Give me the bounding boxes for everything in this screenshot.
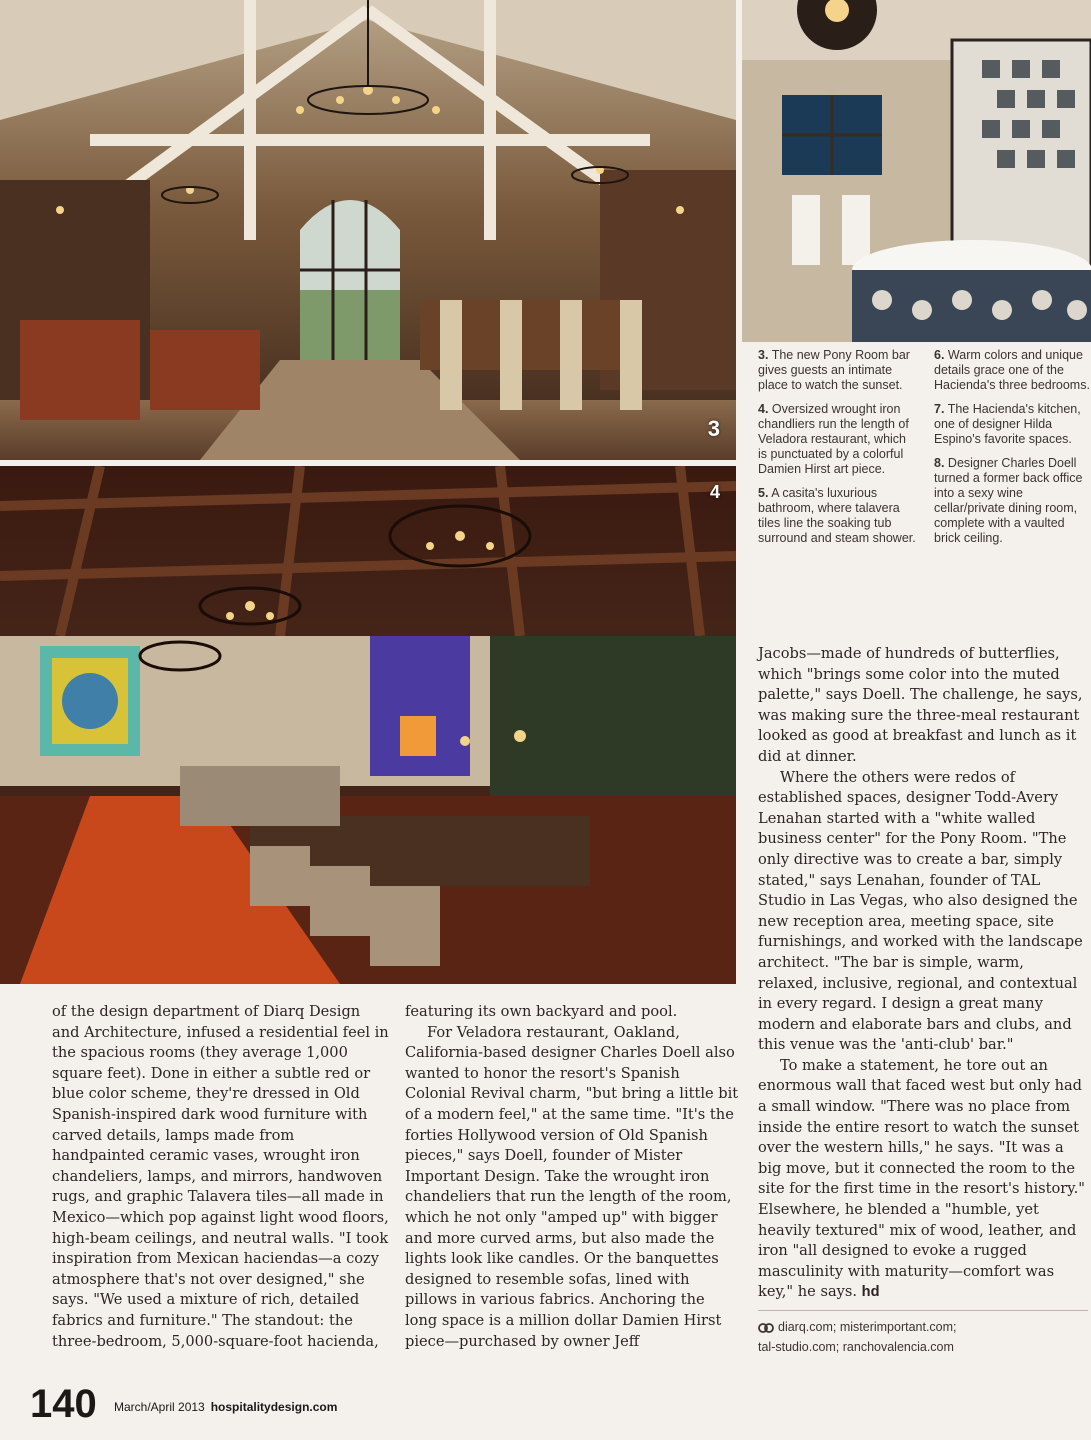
page-number: 140: [30, 1382, 97, 1426]
bathroom-photo: [742, 0, 1091, 342]
body-column-3: [758, 644, 1088, 1303]
caption-7: 7. The Hacienda's kitchen, one of designer Hilda Espino's favorite spaces.: [934, 402, 1081, 446]
caption-5: 5. A casita's luxurious bathroom, where talavera tiles line the soaking tub surround and steam shower.: [758, 486, 916, 545]
body-paragraph: To make a statement, he tore out an enormous wall that faced west but only had a small window. "There was no place from inside the entire resort to watch the sunset over the western hills," he says. "It was a big move, but it connected the room to the site for the first time in the resort's history." Elsewhere, he blended a "humble, yet heavily textured" mix of wood, leather, and iron "all designed to evoke a rugged masculinity with maturity—comfort was key," he says. hd: [758, 1056, 1085, 1301]
caption-column-right: [934, 348, 1091, 555]
credits-line-2: tal-studio.com; ranchovalencia.com: [758, 1340, 954, 1354]
photo-number-4: 4: [709, 482, 720, 502]
body-paragraph: Jacobs—made of hundreds of butterflies, which "brings some color into the muted palette," says Doell. The challenge, he says, was making sure the three-meal restaurant looked as good at breakfast and lunch as it did at dinner.: [758, 645, 1083, 765]
body-column-2: [405, 1002, 740, 1352]
link-icon: [758, 1323, 774, 1333]
pony-room-photo: [0, 0, 736, 460]
caption-8: 8. Designer Charles Doell turned a former back office into a sexy wine cellar/private dining room, complete with a vaulted brick ceiling.: [934, 456, 1083, 545]
caption-3: 3. The new Pony Room bar gives guests an intimate place to watch the sunset.: [758, 348, 910, 392]
site-name: hospitalitydesign.com: [210, 1400, 338, 1414]
caption-6: 6. Warm colors and unique details grace one of the Hacienda's three bedrooms.: [934, 348, 1090, 392]
issue-line: March/April 2013 hospitalitydesign.com: [114, 1400, 338, 1414]
body-column-1: [52, 1002, 390, 1352]
body-paragraph: of the design department of Diarq Design and Architecture, infused a residential feel in the spacious rooms (they average 1,000 square feet). Done in either a subtle red or blue color scheme, they're dressed in Old Spanish-inspired dark wood furniture with carved details, lamps made from handpainted ceramic vases, wrought iron chandeliers, lamps, and mirrors, handwoven rugs, and graphic Talavera tiles—all made in Mexico—which pop against light wood floors, high-beam ceilings, and neutral walls. "I took inspiration from Mexican haciendas—a cozy atmosphere that's not over designed," she says. "We used a mixture of rich, detailed fabrics and furniture." The standout: the three-bedroom, 5,000-square-foot hacienda,: [52, 1003, 389, 1350]
source-credits: [758, 1310, 1088, 1357]
caption-4: 4. Oversized wrought iron chandliers run the length of Veladora restaurant, which is punctuated by a colorful Damien Hirst art piece.: [758, 402, 909, 476]
veladora-photo: [0, 466, 736, 984]
body-paragraph: Where the others were redos of established spaces, designer Todd-Avery Lenahan started with a "white walled business center" for the Pony Room. "The only directive was to create a bar, simply stated," says Lenahan, founder of TAL Studio in Las Vegas, who also designed the new reception area, meeting space, site furnishings, and worked with the landscape architect. "The bar is simple, warm, relaxed, inclusive, regional, and contextual in every regard. I design a great many modern and elaborate bars and clubs, and this venue was the 'anti-club' bar.": [758, 768, 1083, 1054]
photo-number-3: 3: [707, 416, 720, 441]
body-paragraph: For Veladora restaurant, Oakland, California-based designer Charles Doell also wanted to honor the resort's Spanish Colonial Revival charm, "but bring a little bit of a modern feel," at the same time. "It's the forties Hollywood version of Old Spanish pieces," says Doell, founder of Mister Important Design. Take the wrought iron chandeliers that run the length of the room, which he not only "amped up" with bigger and more curved arms, but also made the lights look like candles. Or the banquettes designed to resemble sofas, lined with pillows in various fabrics. Anchoring the long space is a million dollar Damien Hirst piece—purchased by owner Jeff: [405, 1023, 739, 1350]
caption-column-left: [758, 348, 916, 555]
end-mark: hd: [861, 1284, 880, 1301]
body-paragraph: featuring its own backyard and pool.: [405, 1003, 678, 1020]
credits-line-1: diarq.com; misterimportant.com;: [758, 1317, 1088, 1337]
photo-captions: [758, 348, 1088, 608]
